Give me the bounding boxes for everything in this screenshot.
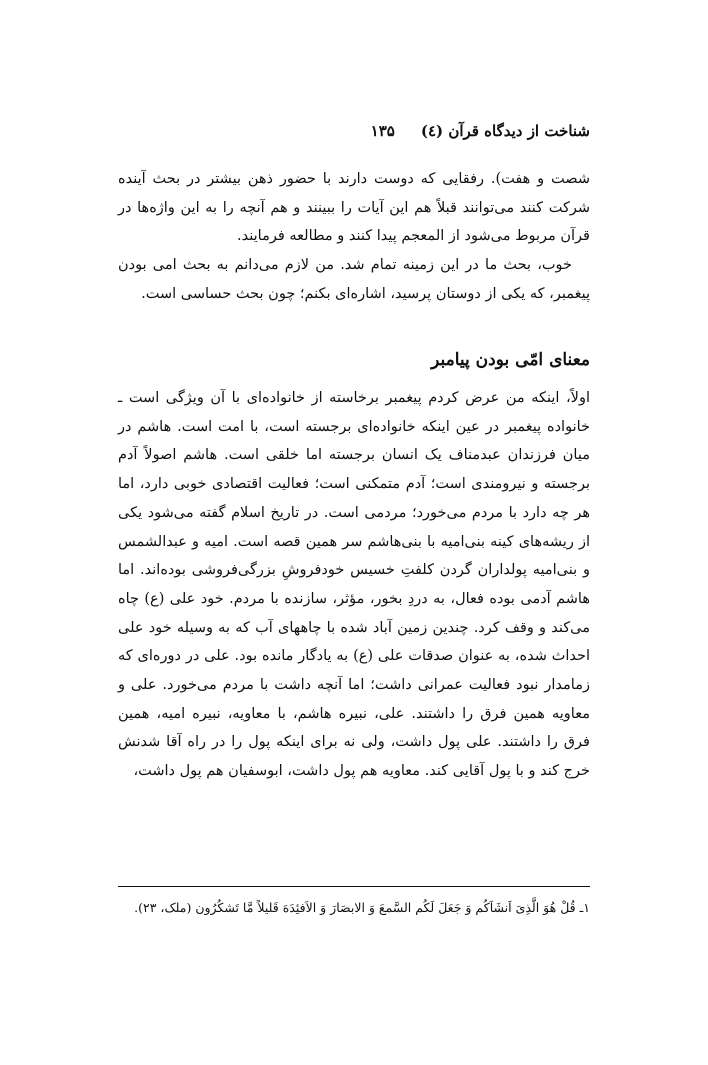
section-paragraph: اولاً، اینکه من عرض کردم پیغمبر برخاسته از خانواده‌ای با آن ویژگی است ـ خانواده پیغمبر در عین اینکه خانواده‌ای برجسته است، با امت است. هاشم در میان فرزندان عبدمناف یک انسان برجسته اما خلقی است. هاشم اصولاً آدم برجسته و نیرومندی است؛ آدم متمکنی است؛ فعالیت اقتصادی خوبی دارد، اما هر چه دارد با مردم می‌خورد؛ مردمی است. در تاریخ اسلام گفته می‌شود یکی از ریشه‌های کینه بنی‌امیه با بنی‌هاشم سر همین قصه است. امیه و عبدالشمس و بنی‌امیه پولداران گردن کلفتِ خسیس خودفروشِ بزرگی‌فروشی بوده‌اند. اما هاشم آدمی بوده فعال، به دردِ بخور، مؤثر، سازنده با مردم. خود علی (ع) چاه می‌کند و وقف کرد. چندین زمین آباد شده با چاههای آب که به وسیله خود علی احداث شده، به عنوان صدقات علی (ع) به یادگار مانده بود. علی در دوره‌ای که زمامدار نبود فعالیت عمرانی داشت؛ اما آنچه داشت با مردم می‌خورد. علی و معاویه همین فرق را داشتند. علی، نبیره هاشم، با معاویه، نبیره امیه، همین فرق را داشتند. علی پول داشت، ولی نه برای اینکه پول را در راه آقا شدنش خرج کند و با پول آقایی کند. معاویه هم پول داشت، ابوسفیان هم پول داشت، — [118, 390, 590, 780]
running-header-title: شناخت از دیدگاه قرآن (٤) — [420, 122, 590, 140]
section-heading: معنای امّی بودن پیامبر — [431, 350, 590, 370]
page-number: ۱۳۵ — [370, 122, 395, 140]
running-header — [118, 118, 590, 144]
footnote-divider — [118, 886, 590, 887]
footnote: ۱ـ قُلْ هُوَ الَّذِیَ اَنشَاَکُم وَ جَعَلَ لَکُم السَّمعَ وَ الابصَارَ وَ الاَفئِدَهَ قَلیلاً مَّا تَشکُرُون (ملک، ۲۳). — [134, 900, 590, 915]
paragraph-1: شصت و هفت). رفقایی که دوست دارند با حضور ذهن بیشتر در بحث آینده شرکت کنند می‌توانند قبلاً هم این آیات را ببینند و هم آنچه را به این واژه‌ها در قرآن مربوط می‌شود از المعجم پیدا کنند و مطالعه فرمایند. — [118, 171, 590, 245]
paragraph-2: خوب، بحث ما در این زمینه تمام شد. من لازم می‌دانم به بحث امی بودن پیغمبر، که یکی از دوستان پرسید، اشاره‌ای بکنم؛ چون بحث حساسی است. — [118, 257, 590, 302]
